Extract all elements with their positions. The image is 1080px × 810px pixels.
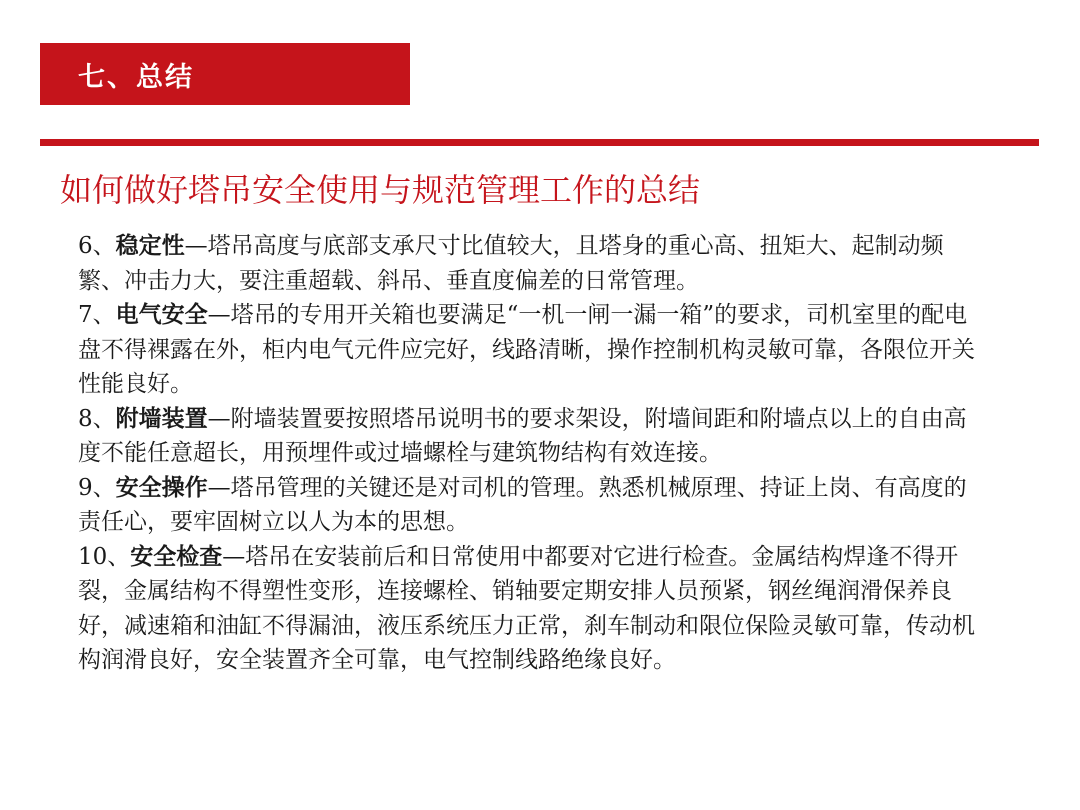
item-key: 电气安全 <box>115 302 208 328</box>
item-key: 安全操作 <box>115 474 208 501</box>
item-key: 稳定性 <box>115 233 185 259</box>
item-text: —塔吊的专用开关箱也要满足“一机一闸一漏一箱”的要求，司机室里的配电盘不得裸露在外，柜内电气元件应完好，线路清晰，操作控制机构灵敏可靠，各限位开关性能良好。 <box>78 302 975 397</box>
list-item-6 <box>78 229 978 298</box>
item-key: 附墙装置 <box>115 405 208 432</box>
item-key: 安全检查 <box>130 543 223 570</box>
section-banner <box>40 43 410 105</box>
item-text: —塔吊在安装前后和日常使用中都要对它进行检查。金属结构焊逢不得开裂，金属结构不得塑性变形，连接螺栓、销轴要定期安排人员预紧，钢丝绳润滑保养良好，减速箱和油缸不得漏油，液压系统压力正常，刹车制动和限位保险灵敏可靠，传动机构润滑良好，安全装置齐全可靠，电气控制线路绝缘良好。 <box>78 543 975 673</box>
divider <box>40 139 1039 146</box>
list-item-8 <box>78 402 978 471</box>
item-number: 9、 <box>78 474 116 501</box>
summary-list <box>78 229 978 678</box>
item-text: —塔吊高度与底部支承尺寸比值较大，且塔身的重心高、扭矩大、起制动频繁、冲击力大，要注重超载、斜吊、垂直度偏差的日常管理。 <box>78 233 944 294</box>
item-number: 6、 <box>78 233 116 259</box>
item-text: —附墙装置要按照塔吊说明书的要求架设，附墙间距和附墙点以上的自由高度不能任意超长，用预埋件或过墙螺栓与建筑物结构有效连接。 <box>78 405 967 466</box>
item-number: 7、 <box>78 302 116 328</box>
section-title: 七、总结 <box>78 61 194 93</box>
item-number: 10、 <box>78 543 131 570</box>
item-number: 8、 <box>78 405 116 432</box>
item-text: —塔吊管理的关键还是对司机的管理。熟悉机械原理、持证上岗、有高度的责任心，要牢固树立以人为本的思想。 <box>78 474 967 535</box>
list-item-9 <box>78 471 978 540</box>
list-item-7 <box>78 298 978 402</box>
slide-subtitle: 如何做好塔吊安全使用与规范管理工作的总结 <box>60 171 701 209</box>
list-item-10 <box>78 540 978 678</box>
